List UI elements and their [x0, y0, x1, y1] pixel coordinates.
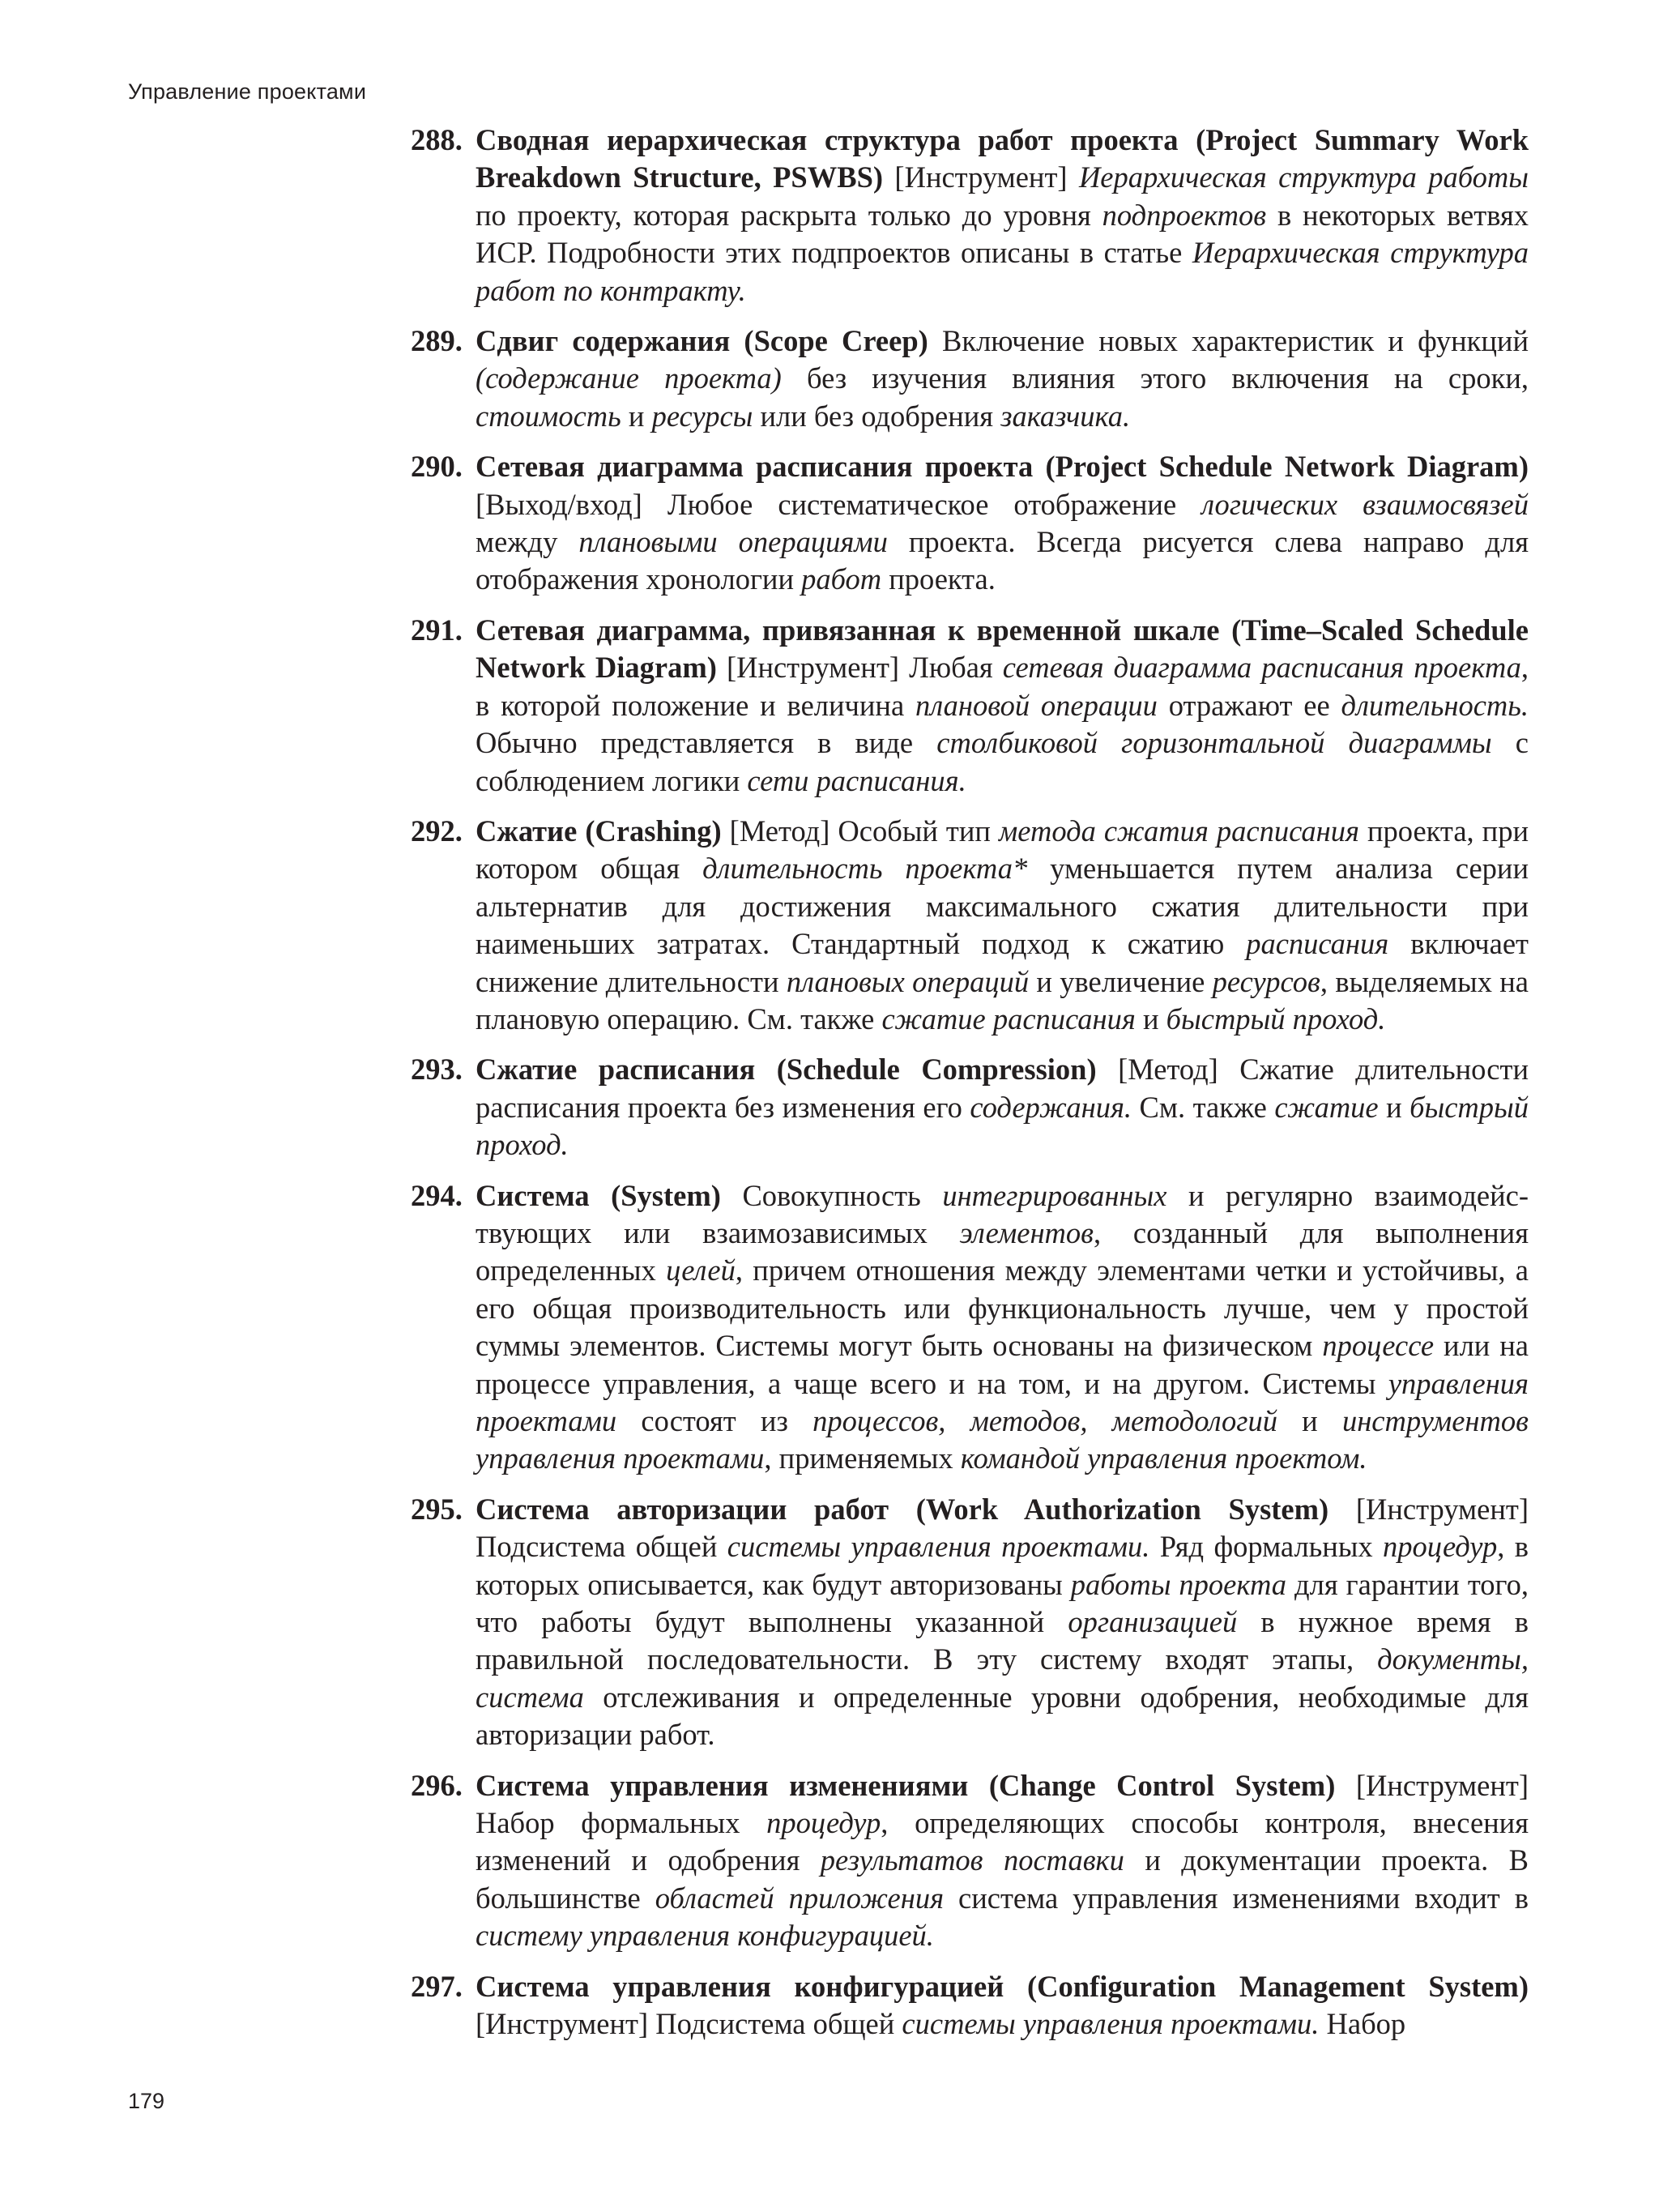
italic-reference: быстрый проход.	[1166, 1001, 1386, 1036]
italic-reference: результатов поставки	[820, 1843, 1124, 1877]
definition-text: уменьшается путем анализа серии альтернатив для достижения максимального сжатия длительности при наименьших затратах. Стандартный подход к сжатию	[476, 852, 1529, 961]
italic-reference: плановыми операциями	[578, 525, 888, 559]
glossary-entry	[411, 1491, 1529, 1754]
glossary-entry	[411, 813, 1529, 1038]
entry-text	[476, 448, 1529, 599]
italic-reference: сжатие расписания	[881, 1001, 1136, 1036]
definition-text: Обычно представляется в виде	[476, 726, 937, 760]
entry-definition	[476, 488, 1529, 596]
definition-text: и	[1378, 1090, 1410, 1124]
entry-number: 290.	[411, 450, 463, 484]
italic-reference: работ	[801, 562, 882, 596]
definition-text: Ряд формальных	[1149, 1530, 1384, 1564]
definition-text: , в которой положение и величина	[476, 651, 1529, 722]
definition-text: [Выход/вход] Любое систематическое отображение	[476, 487, 1202, 521]
entry-definition	[476, 2007, 1405, 2040]
entry-text	[476, 1177, 1529, 1478]
italic-reference: стоимость	[476, 399, 621, 433]
definition-text: [Инструмент] Набор формальных	[476, 1768, 1529, 1840]
italic-reference: плановой операции	[915, 688, 1158, 722]
definition-text: и	[1277, 1404, 1342, 1437]
italic-reference: расписания	[1246, 927, 1389, 961]
definition-text: и регулярно взаимодействующих или взаимозависимых	[476, 1178, 1529, 1249]
entry-number: 292.	[411, 813, 463, 848]
definition-text: или на процессе управления, а чаще всего и на том, и на другом. Системы	[476, 1329, 1529, 1400]
entry-term: Система (System)	[476, 1178, 721, 1212]
definition-text: в нужное время в правильной последовательности. В эту систему входят этапы,	[476, 1605, 1529, 1676]
italic-reference: сжатие	[1274, 1090, 1379, 1124]
definition-text: [Инструмент] Подсистема общей	[476, 2007, 902, 2041]
italic-reference: ресурсы	[651, 399, 753, 433]
definition-text: по проекту, которая раскрыта только до уровня	[476, 198, 1102, 232]
italic-reference: областей приложения	[655, 1881, 945, 1915]
definition-text: Набор	[1319, 2007, 1406, 2041]
italic-reference: организацией	[1068, 1605, 1238, 1639]
italic-reference: сети расписания.	[747, 763, 966, 797]
definition-text: и	[621, 399, 652, 433]
entry-text	[476, 1491, 1529, 1754]
italic-reference: управления проектами	[476, 1366, 1529, 1437]
definition-text: с соблюдением логики	[476, 726, 1529, 797]
italic-reference: системы управления проектами.	[727, 1530, 1150, 1564]
italic-reference: Иерархическая структура работ по контракту.	[476, 236, 1529, 307]
definition-text: , выделяемых на плановую операцию. См. также	[476, 964, 1529, 1036]
italic-reference: элементов	[959, 1215, 1094, 1249]
entry-number: 296.	[411, 1768, 463, 1802]
entry-number: 294.	[411, 1178, 463, 1212]
glossary-entry	[411, 1051, 1529, 1164]
italic-reference: быстрый проход.	[476, 1090, 1529, 1162]
glossary-entry	[411, 1177, 1529, 1478]
italic-reference: инструментов управления проектами	[476, 1404, 1529, 1475]
entry-text	[476, 1767, 1529, 1955]
italic-reference: сетевая диаграмма расписания проекта	[1002, 651, 1521, 685]
running-head-title: Управление проектами	[128, 79, 367, 104]
definition-text: [Метод] Сжатие длительности расписания проекта без изменения его	[476, 1053, 1529, 1124]
page-number: 179	[128, 2089, 165, 2113]
entry-definition	[476, 1179, 1529, 1475]
definition-text: , причем отношения между элементами четки и устойчивы, а его общая производительность или функциональность лучше, чем у простой суммы элементов. Системы могут быть основаны на физическом	[476, 1253, 1529, 1363]
definition-text: , созданный для выполнения определенных	[476, 1215, 1529, 1287]
definition-text: или без одобрения	[753, 399, 1001, 433]
entry-text	[476, 322, 1529, 435]
italic-reference: документы, система	[476, 1642, 1529, 1714]
definition-text: система управления изменениями входит в	[944, 1881, 1529, 1915]
definition-text: [Инструмент] Любая	[716, 651, 1003, 685]
entry-text	[476, 612, 1529, 800]
entry-term: Система управления конфигурацией (Configuration Management System)	[476, 1969, 1529, 2003]
definition-text: , определяющих способы контроля, внесения изменений и одобрения	[476, 1806, 1529, 1877]
italic-reference: процессе	[1322, 1329, 1435, 1363]
entry-term: Сдвиг содержания (Scope Creep)	[476, 324, 928, 358]
italic-reference: интегрированных	[942, 1178, 1167, 1212]
entry-text	[476, 122, 1529, 310]
italic-reference: системы управления проектами.	[902, 2007, 1320, 2041]
italic-reference: (содержание проекта)	[476, 361, 782, 395]
entry-definition	[476, 1492, 1529, 1751]
entry-number: 293.	[411, 1053, 463, 1087]
entry-text	[476, 1968, 1529, 2043]
entry-number: 291.	[411, 613, 463, 647]
definition-text: Совокупность	[720, 1178, 943, 1212]
definition-text: состоят из	[616, 1404, 813, 1437]
entry-term: Система управления изменениями (Change Control System)	[476, 1768, 1336, 1802]
entry-term: Сжатие расписания (Schedule Compression)	[476, 1053, 1097, 1087]
definition-text: отражают ее	[1157, 688, 1341, 722]
entry-number: 295.	[411, 1492, 463, 1526]
italic-reference: ресурсов	[1212, 964, 1320, 998]
italic-reference: процессов, методов, методологий	[812, 1404, 1277, 1437]
glossary-entry	[411, 322, 1529, 435]
definition-text: проекта.	[881, 562, 996, 596]
glossary-entry	[411, 1767, 1529, 1955]
italic-reference: логических взаимосвязей	[1201, 487, 1529, 521]
italic-reference: процедур	[766, 1806, 881, 1840]
definition-text: и увеличение	[1029, 964, 1213, 998]
definition-text: [Инструмент]	[883, 160, 1079, 194]
definition-text: включает снижение длительности	[476, 927, 1529, 998]
definition-text: без изучения влияния этого включения на сроки,	[781, 361, 1529, 395]
entry-term: Система авторизации работ (Work Authorization System)	[476, 1492, 1329, 1526]
italic-reference: подпроектов	[1102, 198, 1267, 232]
entry-text	[476, 1051, 1529, 1164]
entry-text	[476, 813, 1529, 1038]
entry-term: Сжатие (Crashing)	[476, 813, 722, 848]
definition-text: между	[476, 525, 579, 559]
glossary-entry	[411, 612, 1529, 800]
definition-text: , применяемых	[764, 1441, 961, 1475]
definition-text: См. также	[1132, 1090, 1275, 1124]
definition-text: [Метод] Особый тип	[721, 813, 999, 848]
italic-reference: плановых операций	[786, 964, 1030, 998]
entry-term: Сводная иерархическая структура работ проекта (Project Summary Work Breakdown Structure, PSWBS)	[476, 123, 1529, 194]
glossary-entry	[411, 1968, 1529, 2043]
italic-reference: процедур	[1383, 1530, 1498, 1564]
italic-reference: содержания.	[970, 1090, 1132, 1124]
italic-reference: длительность.	[1341, 688, 1529, 722]
entry-term: Сетевая диаграмма, привязанная к временной шкале (Time–Scaled Schedule Network Diagram)	[476, 613, 1529, 685]
definition-text: для гарантии того, что работы будут выполнены указанной	[476, 1567, 1529, 1639]
italic-reference: систему управления конфигурацией.	[476, 1919, 934, 1953]
italic-reference: целей	[666, 1253, 736, 1287]
glossary-entry	[411, 448, 1529, 599]
definition-text: проекта, при котором общая	[476, 813, 1529, 886]
italic-reference: столбиковой горизонтальной диаграммы	[936, 726, 1492, 760]
definition-text: отслеживания и определенные уровни одобрения, необходимые для авторизации работ.	[476, 1680, 1529, 1752]
italic-reference: метода сжатия расписания	[998, 813, 1359, 848]
definition-text: и документации проекта. В большинстве	[476, 1843, 1529, 1915]
italic-reference: работы проекта	[1070, 1567, 1287, 1601]
italic-reference: командой управления проектом.	[960, 1441, 1367, 1475]
entry-number: 297.	[411, 1969, 463, 2003]
entry-term: Сетевая диаграмма расписания проекта (Project Schedule Network Diagram)	[476, 450, 1529, 484]
entry-number: 289.	[411, 324, 463, 358]
entry-number: 288.	[411, 123, 463, 156]
italic-reference: заказчика.	[1000, 399, 1131, 433]
definition-text: Включение новых характеристик и функций	[928, 324, 1529, 358]
definition-text: [Инструмент] Подсистема общей	[476, 1492, 1529, 1564]
definition-text: и	[1135, 1001, 1166, 1036]
glossary-entry	[411, 122, 1529, 310]
glossary-entries	[411, 122, 1529, 2056]
italic-reference: длительность проекта*	[702, 852, 1028, 886]
italic-reference: Иерархическая структура работы	[1078, 160, 1529, 194]
definition-text: проекта. Всегда рисуется слева направо для отображения хронологии	[476, 525, 1529, 596]
definition-text: , в которых описывается, как будут авторизованы	[476, 1530, 1529, 1601]
definition-text: в некоторых ветвях ИСР. Подробности этих подпроектов описаны в статье	[476, 198, 1529, 270]
